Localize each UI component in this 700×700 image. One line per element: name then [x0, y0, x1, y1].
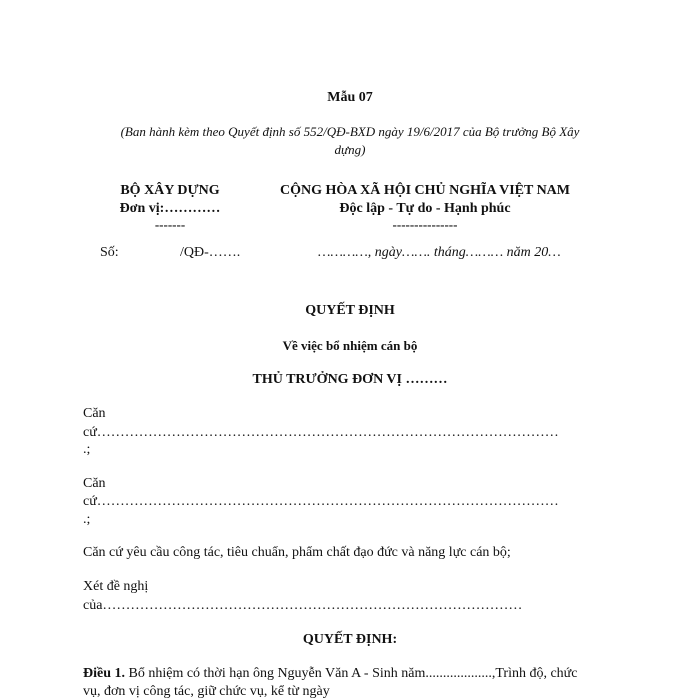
- article-1-continuation: vụ, đơn vị công tác, giữ chức vụ, kể từ ngày: [83, 684, 330, 699]
- decision-number-suffix: /QĐ-…….: [180, 245, 241, 260]
- motto-rule: ---------------: [392, 217, 458, 232]
- issuing-authority: THỦ TRƯỞNG ĐƠN VỊ ………: [252, 372, 448, 387]
- basis-3: Căn cứ yêu cầu công tác, tiêu chuẩn, phẩm chất đạo đức và năng lực cán bộ;: [83, 545, 511, 560]
- decision-number-label: Số:: [100, 245, 119, 260]
- place-date-line: …………, ngày……. tháng……… năm 20…: [318, 245, 561, 260]
- form-code: Mẫu 07: [327, 90, 373, 105]
- basis-2-word: Căn: [83, 476, 106, 491]
- basis-4-line: của………………………………………………………………………………: [83, 598, 523, 613]
- issued-by-line-2: dựng): [334, 142, 366, 157]
- document-subject: Về việc bổ nhiệm cán bộ: [282, 338, 418, 353]
- document-title: QUYẾT ĐỊNH: [305, 303, 395, 318]
- article-1-text: Bổ nhiệm có thời hạn ông Nguyễn Văn A - Sinh năm...................,Trình độ, chức: [125, 666, 578, 681]
- basis-4-word: Xét đề nghị: [83, 579, 149, 594]
- basis-1-word: Căn: [83, 406, 106, 421]
- basis-1-line: cứ………………………………………………………………………………………: [83, 425, 559, 440]
- basis-2-end: .;: [83, 512, 91, 527]
- unit-rule: -------: [154, 217, 186, 232]
- decision-heading: QUYẾT ĐỊNH:: [302, 632, 398, 647]
- unit-name: Đơn vị:…………: [119, 201, 221, 216]
- article-1-label: Điều 1.: [83, 666, 125, 681]
- basis-1-end: .;: [83, 442, 91, 457]
- country-name: CỘNG HÒA XÃ HỘI CHỦ NGHĨA VIỆT NAM: [279, 183, 570, 198]
- ministry-name: BỘ XÂY DỰNG: [120, 183, 220, 198]
- issued-by-line-1: (Ban hành kèm theo Quyết định số 552/QĐ-BXD ngày 19/6/2017 của Bộ trưởng Bộ Xây: [120, 124, 580, 139]
- article-1: [83, 666, 577, 682]
- basis-2-line: cứ………………………………………………………………………………………: [83, 494, 559, 509]
- national-motto: Độc lập - Tự do - Hạnh phúc: [339, 201, 511, 216]
